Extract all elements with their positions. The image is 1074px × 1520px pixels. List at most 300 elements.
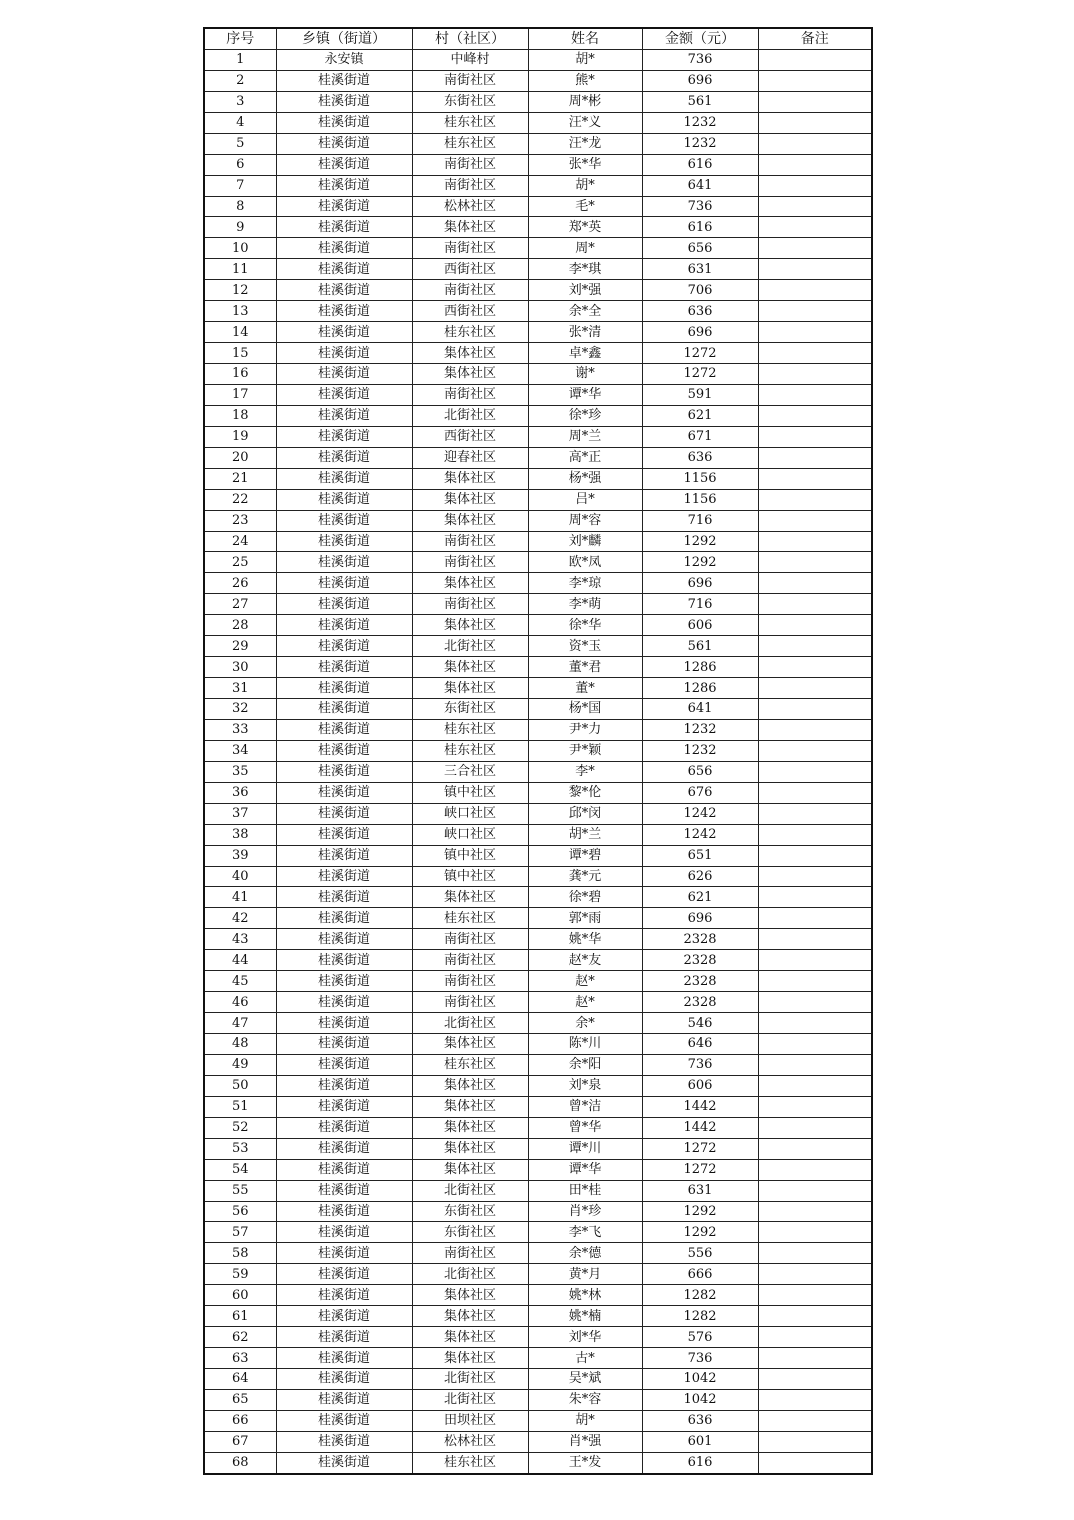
cell-name: 朱*容 — [528, 1389, 642, 1410]
cell-name: 徐*碧 — [528, 887, 642, 908]
cell-village: 桂东社区 — [412, 1452, 528, 1473]
cell-township: 桂溪街道 — [276, 1075, 412, 1096]
cell-township: 桂溪街道 — [276, 824, 412, 845]
table-row — [204, 678, 872, 699]
cell-index: 30 — [204, 657, 276, 678]
cell-township: 桂溪街道 — [276, 1138, 412, 1159]
table-row — [204, 1431, 872, 1452]
cell-remarks — [758, 301, 872, 322]
cell-village: 南街社区 — [412, 929, 528, 950]
cell-township: 桂溪街道 — [276, 1096, 412, 1117]
table-row — [204, 929, 872, 950]
cell-name: 郭*雨 — [528, 908, 642, 929]
cell-name: 谭*华 — [528, 1159, 642, 1180]
cell-remarks — [758, 280, 872, 301]
cell-name: 尹*力 — [528, 719, 642, 740]
cell-amount: 1042 — [642, 1369, 758, 1390]
cell-amount: 1442 — [642, 1117, 758, 1138]
cell-name: 张*华 — [528, 154, 642, 175]
cell-township: 桂溪街道 — [276, 1117, 412, 1138]
table-row — [204, 1410, 872, 1431]
cell-village: 中峰村 — [412, 49, 528, 70]
cell-remarks — [758, 615, 872, 636]
cell-index: 16 — [204, 364, 276, 385]
cell-village: 松林社区 — [412, 196, 528, 217]
table-row — [204, 1369, 872, 1390]
cell-amount: 671 — [642, 426, 758, 447]
cell-remarks — [758, 1452, 872, 1473]
cell-name: 黎*伦 — [528, 782, 642, 803]
cell-village: 集体社区 — [412, 657, 528, 678]
table-row — [204, 426, 872, 447]
cell-name: 邱*闵 — [528, 803, 642, 824]
cell-amount: 601 — [642, 1431, 758, 1452]
cell-township: 桂溪街道 — [276, 1180, 412, 1201]
cell-index: 10 — [204, 238, 276, 259]
cell-remarks — [758, 1285, 872, 1306]
cell-remarks — [758, 384, 872, 405]
cell-township: 桂溪街道 — [276, 322, 412, 343]
cell-amount: 2328 — [642, 992, 758, 1013]
cell-index: 19 — [204, 426, 276, 447]
cell-amount: 1242 — [642, 824, 758, 845]
table-row — [204, 573, 872, 594]
cell-township: 桂溪街道 — [276, 112, 412, 133]
cell-index: 3 — [204, 91, 276, 112]
cell-amount: 736 — [642, 196, 758, 217]
cell-name: 卓*鑫 — [528, 343, 642, 364]
cell-index: 32 — [204, 699, 276, 720]
cell-name: 李*萌 — [528, 594, 642, 615]
cell-remarks — [758, 552, 872, 573]
cell-village: 集体社区 — [412, 573, 528, 594]
cell-index: 45 — [204, 971, 276, 992]
cell-name: 谢* — [528, 364, 642, 385]
table-row — [204, 1327, 872, 1348]
cell-name: 姚*楠 — [528, 1306, 642, 1327]
roster-table — [203, 27, 873, 1475]
cell-amount: 656 — [642, 238, 758, 259]
cell-remarks — [758, 489, 872, 510]
cell-amount: 1232 — [642, 112, 758, 133]
cell-village: 集体社区 — [412, 1138, 528, 1159]
cell-village: 集体社区 — [412, 615, 528, 636]
cell-township: 桂溪街道 — [276, 217, 412, 238]
cell-township: 桂溪街道 — [276, 154, 412, 175]
cell-village: 集体社区 — [412, 489, 528, 510]
cell-name: 曾*华 — [528, 1117, 642, 1138]
table-row — [204, 740, 872, 761]
cell-index: 50 — [204, 1075, 276, 1096]
cell-township: 桂溪街道 — [276, 238, 412, 259]
cell-name: 董* — [528, 678, 642, 699]
cell-index: 39 — [204, 845, 276, 866]
table-row — [204, 447, 872, 468]
cell-amount: 631 — [642, 259, 758, 280]
table-row — [204, 1452, 872, 1473]
cell-index: 47 — [204, 1013, 276, 1034]
table-row — [204, 259, 872, 280]
table-row — [204, 594, 872, 615]
cell-name: 资*玉 — [528, 636, 642, 657]
cell-village: 集体社区 — [412, 1327, 528, 1348]
cell-village: 集体社区 — [412, 1034, 528, 1055]
cell-village: 东街社区 — [412, 91, 528, 112]
table-row — [204, 280, 872, 301]
table-row — [204, 217, 872, 238]
cell-index: 31 — [204, 678, 276, 699]
cell-amount: 1282 — [642, 1306, 758, 1327]
cell-remarks — [758, 1096, 872, 1117]
cell-township: 桂溪街道 — [276, 259, 412, 280]
cell-remarks — [758, 1180, 872, 1201]
cell-township: 桂溪街道 — [276, 1222, 412, 1243]
cell-remarks — [758, 468, 872, 489]
cell-remarks — [758, 1264, 872, 1285]
cell-township: 桂溪街道 — [276, 719, 412, 740]
cell-township: 桂溪街道 — [276, 1452, 412, 1473]
table-row — [204, 70, 872, 91]
cell-village: 迎春社区 — [412, 447, 528, 468]
table-row — [204, 510, 872, 531]
cell-amount: 1272 — [642, 1159, 758, 1180]
cell-township: 桂溪街道 — [276, 468, 412, 489]
cell-township: 桂溪街道 — [276, 782, 412, 803]
cell-name: 姚*林 — [528, 1285, 642, 1306]
cell-township: 桂溪街道 — [276, 1327, 412, 1348]
cell-village: 集体社区 — [412, 364, 528, 385]
cell-amount: 666 — [642, 1264, 758, 1285]
cell-remarks — [758, 343, 872, 364]
header-row — [204, 28, 872, 49]
cell-village: 西街社区 — [412, 259, 528, 280]
cell-remarks — [758, 259, 872, 280]
cell-index: 27 — [204, 594, 276, 615]
cell-township: 桂溪街道 — [276, 1285, 412, 1306]
cell-township: 桂溪街道 — [276, 1348, 412, 1369]
cell-amount: 1442 — [642, 1096, 758, 1117]
cell-village: 南街社区 — [412, 531, 528, 552]
cell-remarks — [758, 1075, 872, 1096]
cell-township: 桂溪街道 — [276, 992, 412, 1013]
table-row — [204, 196, 872, 217]
cell-amount: 626 — [642, 866, 758, 887]
cell-village: 北街社区 — [412, 1389, 528, 1410]
cell-name: 周*兰 — [528, 426, 642, 447]
cell-village: 松林社区 — [412, 1431, 528, 1452]
cell-name: 李*飞 — [528, 1222, 642, 1243]
cell-remarks — [758, 573, 872, 594]
cell-township: 桂溪街道 — [276, 70, 412, 91]
cell-name: 尹*颖 — [528, 740, 642, 761]
cell-name: 余*德 — [528, 1243, 642, 1264]
cell-amount: 1272 — [642, 1138, 758, 1159]
cell-name: 姚*华 — [528, 929, 642, 950]
cell-remarks — [758, 636, 872, 657]
cell-amount: 631 — [642, 1180, 758, 1201]
cell-name: 刘*泉 — [528, 1075, 642, 1096]
cell-index: 40 — [204, 866, 276, 887]
cell-village: 集体社区 — [412, 343, 528, 364]
cell-name: 胡* — [528, 175, 642, 196]
cell-township: 桂溪街道 — [276, 531, 412, 552]
table-row — [204, 1201, 872, 1222]
cell-amount: 1292 — [642, 1201, 758, 1222]
cell-village: 东街社区 — [412, 1222, 528, 1243]
cell-remarks — [758, 112, 872, 133]
cell-index: 9 — [204, 217, 276, 238]
table-row — [204, 489, 872, 510]
cell-amount: 641 — [642, 175, 758, 196]
cell-remarks — [758, 49, 872, 70]
cell-amount: 576 — [642, 1327, 758, 1348]
cell-index: 55 — [204, 1180, 276, 1201]
cell-index: 37 — [204, 803, 276, 824]
cell-remarks — [758, 1013, 872, 1034]
cell-village: 北街社区 — [412, 1180, 528, 1201]
cell-remarks — [758, 238, 872, 259]
cell-village: 集体社区 — [412, 1285, 528, 1306]
cell-remarks — [758, 1348, 872, 1369]
cell-township: 桂溪街道 — [276, 364, 412, 385]
cell-name: 赵* — [528, 992, 642, 1013]
cell-index: 53 — [204, 1138, 276, 1159]
table-row — [204, 91, 872, 112]
table-row — [204, 343, 872, 364]
cell-index: 28 — [204, 615, 276, 636]
cell-village: 桂东社区 — [412, 133, 528, 154]
cell-name: 刘*麟 — [528, 531, 642, 552]
cell-remarks — [758, 594, 872, 615]
table-row — [204, 364, 872, 385]
cell-amount: 616 — [642, 1452, 758, 1473]
table-row — [204, 887, 872, 908]
header-township: 乡镇（街道） — [276, 28, 412, 49]
cell-index: 61 — [204, 1306, 276, 1327]
cell-village: 北街社区 — [412, 405, 528, 426]
cell-name: 余*阳 — [528, 1054, 642, 1075]
table-row — [204, 1034, 872, 1055]
cell-index: 6 — [204, 154, 276, 175]
cell-township: 桂溪街道 — [276, 866, 412, 887]
cell-name: 刘*华 — [528, 1327, 642, 1348]
cell-remarks — [758, 1222, 872, 1243]
cell-village: 桂东社区 — [412, 322, 528, 343]
cell-village: 桂东社区 — [412, 1054, 528, 1075]
cell-amount: 696 — [642, 573, 758, 594]
cell-township: 桂溪街道 — [276, 1159, 412, 1180]
cell-township: 桂溪街道 — [276, 1410, 412, 1431]
cell-index: 25 — [204, 552, 276, 573]
cell-name: 谭*碧 — [528, 845, 642, 866]
cell-village: 集体社区 — [412, 510, 528, 531]
cell-village: 集体社区 — [412, 887, 528, 908]
cell-amount: 716 — [642, 510, 758, 531]
cell-amount: 1272 — [642, 343, 758, 364]
cell-township: 桂溪街道 — [276, 1369, 412, 1390]
cell-index: 43 — [204, 929, 276, 950]
cell-remarks — [758, 447, 872, 468]
table-row — [204, 1075, 872, 1096]
cell-township: 桂溪街道 — [276, 636, 412, 657]
cell-index: 18 — [204, 405, 276, 426]
cell-remarks — [758, 824, 872, 845]
cell-amount: 546 — [642, 1013, 758, 1034]
table-row — [204, 1389, 872, 1410]
cell-amount: 2328 — [642, 971, 758, 992]
cell-township: 桂溪街道 — [276, 1306, 412, 1327]
cell-name: 刘*强 — [528, 280, 642, 301]
cell-name: 欧*凤 — [528, 552, 642, 573]
cell-index: 51 — [204, 1096, 276, 1117]
header-village: 村（社区） — [412, 28, 528, 49]
cell-amount: 1156 — [642, 468, 758, 489]
cell-township: 桂溪街道 — [276, 196, 412, 217]
cell-township: 桂溪街道 — [276, 971, 412, 992]
cell-township: 桂溪街道 — [276, 91, 412, 112]
cell-name: 杨*国 — [528, 699, 642, 720]
cell-remarks — [758, 740, 872, 761]
table-row — [204, 531, 872, 552]
cell-village: 南街社区 — [412, 238, 528, 259]
cell-name: 余*全 — [528, 301, 642, 322]
cell-index: 66 — [204, 1410, 276, 1431]
cell-name: 王*发 — [528, 1452, 642, 1473]
cell-township: 桂溪街道 — [276, 510, 412, 531]
cell-township: 桂溪街道 — [276, 908, 412, 929]
cell-index: 15 — [204, 343, 276, 364]
cell-name: 胡* — [528, 1410, 642, 1431]
cell-remarks — [758, 91, 872, 112]
cell-index: 63 — [204, 1348, 276, 1369]
table-row — [204, 238, 872, 259]
cell-township: 桂溪街道 — [276, 426, 412, 447]
cell-amount: 696 — [642, 908, 758, 929]
cell-village: 田坝社区 — [412, 1410, 528, 1431]
table-header — [204, 28, 872, 49]
cell-remarks — [758, 1117, 872, 1138]
cell-name: 周*容 — [528, 510, 642, 531]
table-row — [204, 699, 872, 720]
cell-index: 33 — [204, 719, 276, 740]
table-row — [204, 1054, 872, 1075]
table-row — [204, 1222, 872, 1243]
cell-village: 集体社区 — [412, 1117, 528, 1138]
cell-township: 桂溪街道 — [276, 1013, 412, 1034]
cell-remarks — [758, 510, 872, 531]
cell-village: 桂东社区 — [412, 112, 528, 133]
cell-village: 峡口社区 — [412, 803, 528, 824]
cell-remarks — [758, 719, 872, 740]
cell-remarks — [758, 845, 872, 866]
table-body — [204, 49, 872, 1473]
cell-index: 68 — [204, 1452, 276, 1473]
cell-remarks — [758, 70, 872, 91]
cell-village: 南街社区 — [412, 950, 528, 971]
cell-index: 49 — [204, 1054, 276, 1075]
cell-index: 29 — [204, 636, 276, 657]
cell-name: 陈*川 — [528, 1034, 642, 1055]
table-row — [204, 49, 872, 70]
cell-amount: 1242 — [642, 803, 758, 824]
cell-remarks — [758, 1306, 872, 1327]
cell-amount: 736 — [642, 1348, 758, 1369]
cell-township: 桂溪街道 — [276, 384, 412, 405]
cell-amount: 616 — [642, 154, 758, 175]
header-index: 序号 — [204, 28, 276, 49]
cell-township: 桂溪街道 — [276, 1034, 412, 1055]
cell-remarks — [758, 1327, 872, 1348]
cell-village: 集体社区 — [412, 1348, 528, 1369]
cell-village: 南街社区 — [412, 175, 528, 196]
cell-amount: 706 — [642, 280, 758, 301]
cell-name: 曾*洁 — [528, 1096, 642, 1117]
table-row — [204, 615, 872, 636]
cell-name: 吴*斌 — [528, 1369, 642, 1390]
cell-amount: 696 — [642, 322, 758, 343]
cell-name: 汪*义 — [528, 112, 642, 133]
cell-index: 23 — [204, 510, 276, 531]
cell-name: 周* — [528, 238, 642, 259]
cell-township: 桂溪街道 — [276, 1243, 412, 1264]
table-row — [204, 154, 872, 175]
cell-township: 桂溪街道 — [276, 950, 412, 971]
cell-township: 桂溪街道 — [276, 594, 412, 615]
cell-amount: 1042 — [642, 1389, 758, 1410]
cell-township: 桂溪街道 — [276, 1389, 412, 1410]
cell-index: 36 — [204, 782, 276, 803]
cell-village: 北街社区 — [412, 1369, 528, 1390]
cell-name: 胡* — [528, 49, 642, 70]
cell-index: 52 — [204, 1117, 276, 1138]
table-row — [204, 175, 872, 196]
table-row — [204, 719, 872, 740]
cell-amount: 2328 — [642, 929, 758, 950]
cell-village: 南街社区 — [412, 971, 528, 992]
cell-village: 南街社区 — [412, 384, 528, 405]
cell-remarks — [758, 405, 872, 426]
cell-remarks — [758, 175, 872, 196]
cell-amount: 561 — [642, 636, 758, 657]
cell-remarks — [758, 1431, 872, 1452]
cell-village: 南街社区 — [412, 992, 528, 1013]
cell-index: 1 — [204, 49, 276, 70]
cell-name: 汪*龙 — [528, 133, 642, 154]
cell-amount: 1272 — [642, 364, 758, 385]
cell-amount: 1232 — [642, 719, 758, 740]
table-row — [204, 112, 872, 133]
cell-amount: 1232 — [642, 740, 758, 761]
cell-index: 13 — [204, 301, 276, 322]
cell-name: 张*清 — [528, 322, 642, 343]
table-row — [204, 1264, 872, 1285]
table-row — [204, 1180, 872, 1201]
cell-index: 21 — [204, 468, 276, 489]
cell-remarks — [758, 678, 872, 699]
cell-index: 12 — [204, 280, 276, 301]
table-row — [204, 950, 872, 971]
cell-township: 桂溪街道 — [276, 657, 412, 678]
cell-remarks — [758, 657, 872, 678]
cell-name: 吕* — [528, 489, 642, 510]
cell-amount: 1286 — [642, 678, 758, 699]
cell-township: 桂溪街道 — [276, 803, 412, 824]
cell-township: 桂溪街道 — [276, 280, 412, 301]
cell-name: 李* — [528, 761, 642, 782]
cell-amount: 1232 — [642, 133, 758, 154]
cell-name: 古* — [528, 1348, 642, 1369]
cell-remarks — [758, 1243, 872, 1264]
